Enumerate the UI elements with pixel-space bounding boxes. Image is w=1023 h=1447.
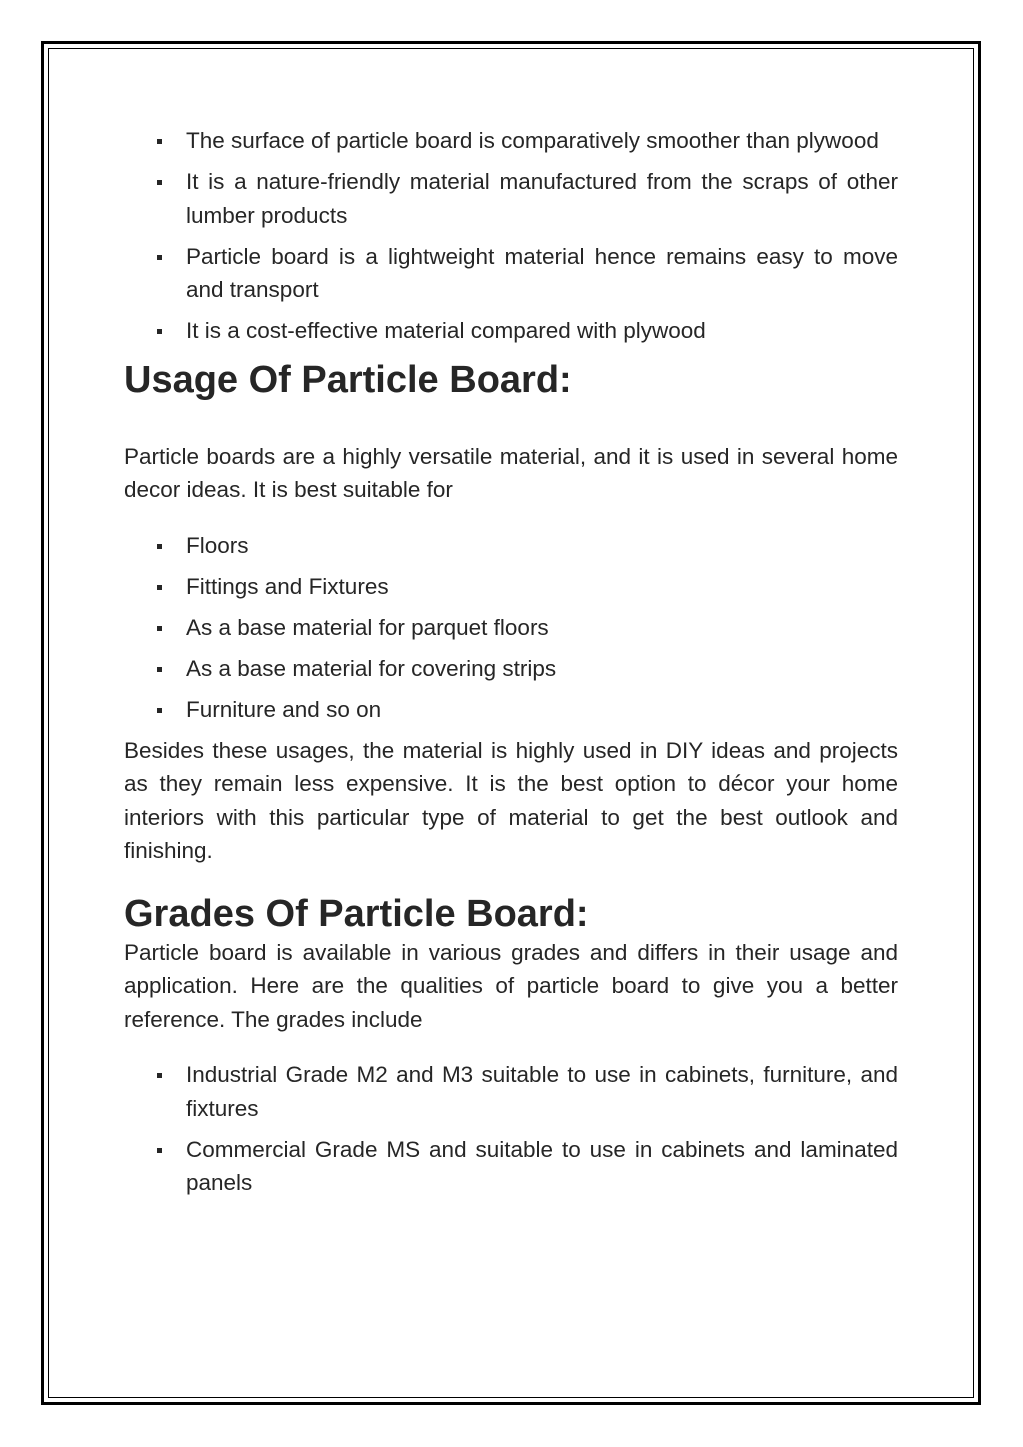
square-bullet-icon <box>157 544 162 549</box>
square-bullet-icon <box>157 180 162 185</box>
square-bullet-icon <box>157 626 162 631</box>
list-item <box>124 1133 898 1200</box>
square-bullet-icon <box>157 329 162 334</box>
usage-outro: Besides these usages, the material is highly used in DIY ideas and projects as they remain less expensive. It is the best option to décor your home interiors with this particular type of material to get the best outlook and finishing. <box>124 737 898 863</box>
list-item-text: Floors <box>186 532 249 558</box>
list-item <box>124 529 898 563</box>
square-bullet-icon <box>157 255 162 260</box>
list-item-text: As a base material for parquet floors <box>186 614 549 640</box>
list-item <box>124 240 898 307</box>
document-content <box>124 124 898 1207</box>
list-item <box>124 314 898 348</box>
advantages-list <box>124 124 898 348</box>
list-item-text: It is a cost-effective material compared with plywood <box>186 318 706 343</box>
grades-heading: Grades Of Particle Board: <box>124 892 589 935</box>
list-item <box>124 1058 898 1125</box>
usage-intro: Particle boards are a highly versatile material, and it is used in several home decor ideas. It is best suitable for <box>124 443 898 502</box>
usage-heading: Usage Of Particle Board: <box>124 358 572 401</box>
square-bullet-icon <box>157 1073 162 1078</box>
list-item-text: As a base material for covering strips <box>186 655 557 681</box>
list-item <box>124 652 898 686</box>
list-item-text: Industrial Grade M2 and M3 suitable to use in cabinets, furniture, and fixtures <box>186 1062 898 1121</box>
list-item-text: Particle board is a lightweight material hence remains easy to move and transport <box>186 243 898 302</box>
list-item <box>124 693 898 727</box>
square-bullet-icon <box>157 708 162 713</box>
square-bullet-icon <box>157 139 162 144</box>
square-bullet-icon <box>157 667 162 672</box>
list-item <box>124 124 898 158</box>
list-item <box>124 611 898 645</box>
square-bullet-icon <box>157 1148 162 1153</box>
usage-list <box>124 529 898 727</box>
list-item-text: Commercial Grade MS and suitable to use in cabinets and laminated panels <box>186 1136 898 1195</box>
square-bullet-icon <box>157 585 162 590</box>
list-item <box>124 570 898 604</box>
list-item-text: Fittings and Fixtures <box>186 573 389 599</box>
list-item <box>124 165 898 232</box>
list-item-text: Furniture and so on <box>186 696 382 722</box>
list-item-text: The surface of particle board is comparatively smoother than plywood <box>186 128 879 153</box>
list-item-text: It is a nature-friendly material manufactured from the scraps of other lumber products <box>186 169 898 228</box>
grades-list <box>124 1058 898 1200</box>
grades-intro: Particle board is available in various grades and differs in their usage and application. Here are the qualities of particle board to give you a better reference. The grades include <box>124 939 898 1032</box>
